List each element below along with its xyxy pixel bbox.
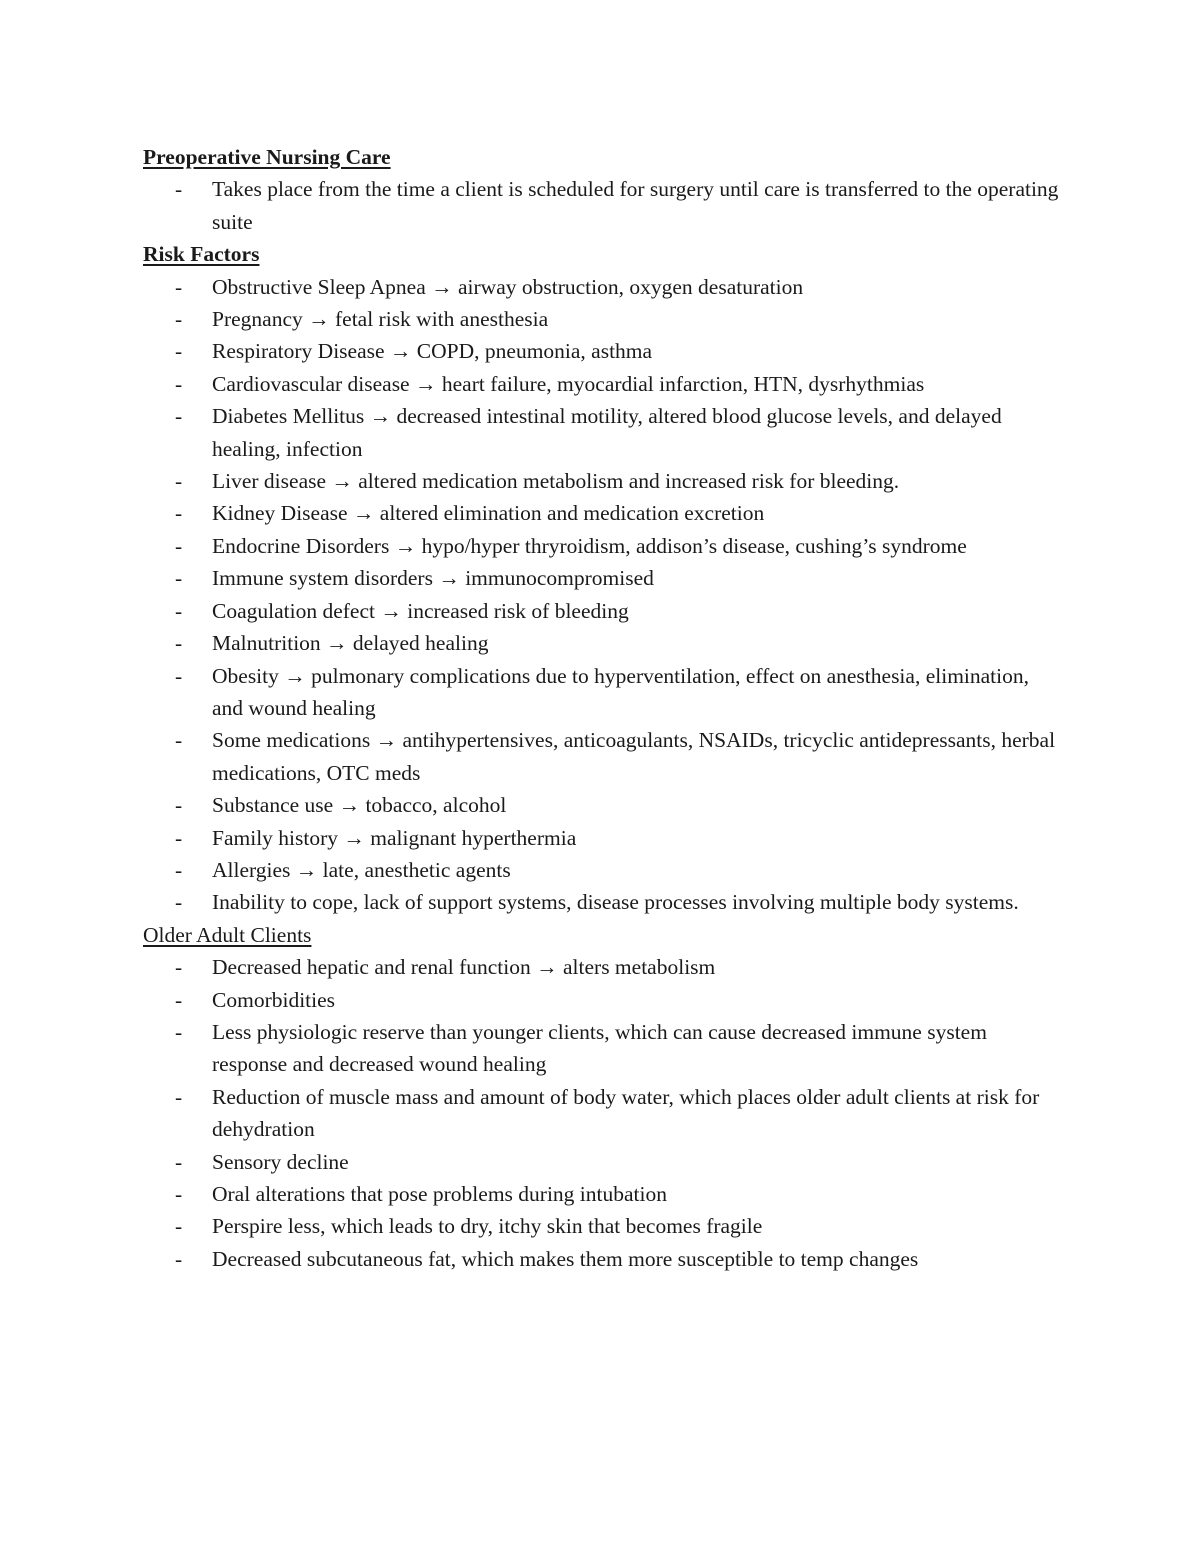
- dash-bullet: -: [175, 404, 183, 429]
- dash-bullet: -: [175, 631, 183, 656]
- dash-bullet: -: [175, 274, 183, 299]
- list-item: [143, 789, 1063, 821]
- list-item: [143, 854, 1063, 886]
- section-heading: Risk Factors: [143, 242, 260, 267]
- dash-bullet: -: [175, 598, 183, 623]
- dash-bullet: -: [175, 307, 183, 332]
- list-item: [143, 173, 1063, 238]
- dash-bullet: -: [175, 728, 183, 753]
- dash-bullet: -: [175, 857, 183, 882]
- list-item-text: Sensory decline: [212, 1149, 349, 1174]
- list-item-text: Respiratory Disease → COPD, pneumonia, asthma: [212, 339, 653, 364]
- list-item-text: Takes place from the time a client is scheduled for surgery until care is transferred to the operating suite: [212, 177, 1059, 234]
- list-item: [143, 530, 1063, 562]
- list-item: [143, 497, 1063, 529]
- dash-bullet: -: [175, 533, 183, 558]
- list-item: [143, 335, 1063, 367]
- list-item-text: Inability to cope, lack of support systems, disease processes involving multiple body systems.: [212, 890, 1019, 915]
- bullet-list: [143, 173, 1063, 238]
- list-item: [143, 595, 1063, 627]
- dash-bullet: -: [175, 793, 183, 818]
- list-item: [143, 1178, 1063, 1210]
- dash-bullet: -: [175, 1246, 183, 1271]
- document-body: [143, 141, 1063, 1275]
- dash-bullet: -: [175, 501, 183, 526]
- list-item: [143, 271, 1063, 303]
- list-item-text: Some medications → antihypertensives, anticoagulants, NSAIDs, tricyclic antidepressants, herbal medications, OTC meds: [212, 728, 1056, 785]
- dash-bullet: -: [175, 339, 183, 364]
- list-item-text: Comorbidities: [212, 987, 336, 1012]
- list-item-text: Family history → malignant hyperthermia: [212, 825, 577, 850]
- dash-bullet: -: [175, 469, 183, 494]
- list-item-text: Oral alterations that pose problems during intubation: [212, 1182, 667, 1206]
- dash-bullet: -: [175, 1019, 183, 1044]
- list-item: [143, 984, 1063, 1016]
- list-item: [143, 465, 1063, 497]
- dash-bullet: -: [175, 1214, 183, 1239]
- list-item-text: Less physiologic reserve than younger clients, which can cause decreased immune system response and decreased wound healing: [212, 1019, 987, 1077]
- list-item: [143, 660, 1063, 725]
- list-item: [143, 822, 1063, 854]
- list-item: [143, 400, 1063, 465]
- dash-bullet: -: [175, 663, 183, 688]
- dash-bullet: -: [175, 371, 183, 396]
- list-item: [143, 562, 1063, 594]
- list-item-text: Endocrine Disorders → hypo/hyper thryroidism, addison’s disease, cushing’s syndrome: [212, 533, 967, 558]
- list-item: [143, 1081, 1063, 1146]
- list-item-text: Pregnancy → fetal risk with anesthesia: [212, 307, 549, 332]
- list-item-text: Obesity → pulmonary complications due to hyperventilation, effect on anesthesia, elimination, and wound healing: [212, 663, 1029, 720]
- list-item-text: Immune system disorders → immunocompromised: [212, 566, 654, 591]
- section-heading: Older Adult Clients: [143, 922, 312, 947]
- list-item-text: Perspire less, which leads to dry, itchy skin that becomes fragile: [212, 1214, 763, 1239]
- list-item: [143, 1016, 1063, 1081]
- list-item-text: Decreased hepatic and renal function → alters metabolism: [212, 955, 716, 980]
- list-item: [143, 951, 1063, 983]
- list-item: [143, 303, 1063, 335]
- dash-bullet: -: [175, 1149, 183, 1174]
- list-item-text: Coagulation defect → increased risk of bleeding: [212, 598, 629, 623]
- list-item-text: Obstructive Sleep Apnea → airway obstruction, oxygen desaturation: [212, 274, 804, 299]
- list-item: [143, 1243, 1063, 1275]
- bullet-list: [143, 951, 1063, 1275]
- section-heading: Preoperative Nursing Care: [143, 145, 391, 169]
- dash-bullet: -: [175, 566, 183, 591]
- dash-bullet: -: [175, 177, 183, 202]
- list-item-text: Malnutrition → delayed healing: [212, 631, 489, 656]
- list-item-text: Kidney Disease → altered elimination and medication excretion: [212, 501, 765, 526]
- list-item-text: Allergies → late, anesthetic agents: [212, 857, 511, 882]
- dash-bullet: -: [175, 1182, 183, 1206]
- list-item: [143, 368, 1063, 400]
- list-item-text: Liver disease → altered medication metabolism and increased risk for bleeding.: [212, 469, 900, 494]
- dash-bullet: -: [175, 825, 183, 850]
- dash-bullet: -: [175, 890, 183, 915]
- list-item-text: Diabetes Mellitus → decreased intestinal motility, altered blood glucose levels, and delayed healing, infection: [212, 404, 1002, 461]
- list-item-text: Reduction of muscle mass and amount of body water, which places older adult clients at risk for dehydration: [212, 1084, 1040, 1142]
- list-item-text: Cardiovascular disease → heart failure, myocardial infarction, HTN, dysrhythmias: [212, 371, 925, 396]
- list-item: [143, 724, 1063, 789]
- bullet-list: [143, 271, 1063, 919]
- dash-bullet: -: [175, 1084, 183, 1109]
- list-item-text: Decreased subcutaneous fat, which makes them more susceptible to temp changes: [212, 1246, 919, 1271]
- list-item: [143, 627, 1063, 659]
- list-item: [143, 1146, 1063, 1178]
- list-item: [143, 886, 1063, 918]
- dash-bullet: -: [175, 955, 183, 980]
- dash-bullet: -: [175, 987, 183, 1012]
- list-item: [143, 1210, 1063, 1242]
- list-item-text: Substance use → tobacco, alcohol: [212, 793, 507, 818]
